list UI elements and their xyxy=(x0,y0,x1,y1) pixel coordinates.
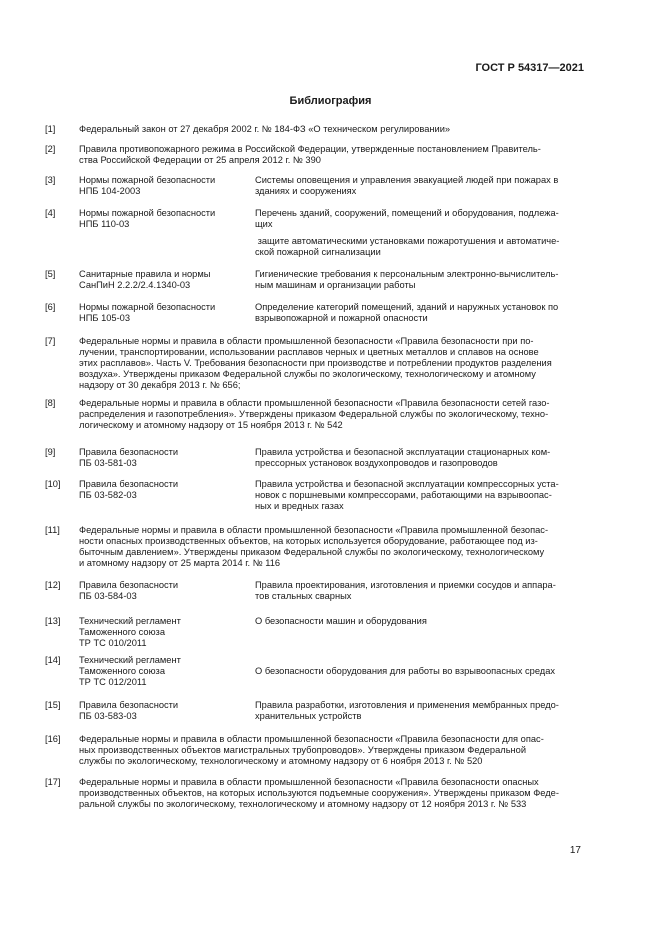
entry-number: [13] xyxy=(45,616,61,626)
bibliography-entry xyxy=(45,525,585,569)
entry-body xyxy=(79,777,585,810)
document-designation xyxy=(79,616,255,649)
entry-text-line: лучении, транспортировании, использовании расплавов черных и цветных металлов и сплавов на основе xyxy=(79,347,539,357)
entry-text-line: воздуха». Утверждены приказом Федеральной службы по экологическому, технологическому и атомному xyxy=(79,369,536,379)
designation-line: НПБ 105-03 xyxy=(79,313,131,323)
document-title-continuation xyxy=(45,236,585,258)
bibliography-entry xyxy=(45,700,585,722)
document-title xyxy=(255,208,585,230)
designation-line: Технический регламент xyxy=(79,655,181,665)
document-standard-header: ГОСТ Р 54317—2021 xyxy=(475,62,584,74)
entry-number: [16] xyxy=(45,734,61,744)
title-line: зданиях и сооружениях xyxy=(255,186,357,196)
entry-number: [6] xyxy=(45,302,56,312)
document-title xyxy=(255,580,585,602)
title-line: хранительных устройств xyxy=(255,711,362,721)
entry-text-line: ства Российской Федерации от 25 апреля 2012 г. № 390 xyxy=(79,155,321,165)
entry-text-line: производственных объектов, на которых используются подъемные сооружения». Утверждены приказом Феде- xyxy=(79,788,559,798)
document-designation xyxy=(79,208,255,230)
designation-line: Правила безопасности xyxy=(79,479,179,489)
bibliography-entry xyxy=(45,616,585,649)
document-designation xyxy=(79,269,255,291)
title-line xyxy=(255,655,585,666)
entry-text-line: этих расплавов». Часть V. Требования безопасности при производстве и потреблении продуктов разделения xyxy=(79,358,552,368)
document-designation xyxy=(79,479,255,512)
entry-number: [9] xyxy=(45,447,56,457)
bibliography-entry xyxy=(45,447,585,469)
entry-number: [17] xyxy=(45,777,61,787)
designation-line: Таможенного союза xyxy=(79,666,165,676)
bibliography-entry xyxy=(45,269,585,291)
entry-text-line: и атомному надзору от 25 марта 2014 г. № 116 xyxy=(79,558,281,568)
designation-line: Санитарные правила и нормы xyxy=(79,269,211,279)
title-line: защите автоматическими установками пожаротушения и автоматиче- xyxy=(255,236,560,246)
entry-text-line: быточным давлением». Утверждены приказом Федеральной службы по экологическому, технологическому xyxy=(79,547,545,557)
title-line: ных и вредных газах xyxy=(255,501,344,511)
document-designation xyxy=(79,655,255,688)
entry-text-line: ных производственных объектов магистральных трубопроводов». Утверждены приказом Федеральной xyxy=(79,745,527,755)
designation-line: ТР ТС 012/2011 xyxy=(79,677,147,687)
entry-number: [8] xyxy=(45,398,56,408)
document-title xyxy=(255,302,585,324)
bibliography-entry xyxy=(45,302,585,324)
entry-body xyxy=(79,447,585,469)
entry-text-line: службы по экологическому, технологическому и атомному надзору от 6 ноября 2013 г. № 520 xyxy=(79,756,483,766)
title-line: Правила разработки, изготовления и применения мембранных предо- xyxy=(255,700,559,710)
entry-body xyxy=(79,479,585,512)
entry-body xyxy=(79,269,585,291)
designation-line: Правила безопасности xyxy=(79,447,179,457)
entry-text-line: Федеральные нормы и правила в области промышленной безопасности «Правила безопасности опасных xyxy=(79,777,539,787)
document-title xyxy=(255,479,585,512)
designation-line: ПБ 03-583-03 xyxy=(79,711,137,721)
document-designation xyxy=(79,580,255,602)
title-line: тов стальных сварных xyxy=(255,591,352,601)
title-line: ской пожарной сигнализации xyxy=(255,247,381,257)
bibliography-entry xyxy=(45,580,585,602)
entry-body xyxy=(79,700,585,722)
entry-text-line: надзору от 30 декабря 2013 г. № 656; xyxy=(79,380,241,390)
entry-body xyxy=(79,580,585,602)
bibliography-entry xyxy=(45,208,585,258)
designation-line: Нормы пожарной безопасности xyxy=(79,302,216,312)
document-designation xyxy=(79,175,255,197)
document-title xyxy=(255,700,585,722)
entry-text-line: Федеральные нормы и правила в области промышленной безопасности «Правила безопасности сетей газо- xyxy=(79,398,550,408)
bibliography-entry xyxy=(45,144,585,166)
bibliography-title: Библиография xyxy=(289,95,372,107)
designation-line: НПБ 110-03 xyxy=(79,219,130,229)
title-line: О безопасности машин и оборудования xyxy=(255,616,427,626)
entry-body xyxy=(79,302,585,324)
bibliography-entry xyxy=(45,336,585,391)
designation-line: СанПиН 2.2.2/2.4.1340-03 xyxy=(79,280,191,290)
entry-body xyxy=(79,616,585,649)
bibliography-entry xyxy=(45,655,585,688)
designation-line: ПБ 03-582-03 xyxy=(79,490,137,500)
entry-body xyxy=(79,336,585,391)
document-title xyxy=(255,269,585,291)
title-line: Перечень зданий, сооружений, помещений и оборудования, подлежа- xyxy=(255,208,559,218)
designation-line: ПБ 03-584-03 xyxy=(79,591,137,601)
designation-line: Правила безопасности xyxy=(79,580,179,590)
entry-text-line: Федеральные нормы и правила в области промышленной безопасности «Правила промышленной безопас- xyxy=(79,525,549,535)
entry-body xyxy=(79,175,585,197)
entry-number: [1] xyxy=(45,124,56,134)
entry-text-line: Правила противопожарного режима в Российской Федерации, утвержденные постановлением Правитель- xyxy=(79,144,541,154)
document-designation xyxy=(79,700,255,722)
entry-number: [14] xyxy=(45,655,61,665)
bibliography-entry xyxy=(45,398,585,431)
title-line: Правила проектирования, изготовления и приемки сосудов и аппара- xyxy=(255,580,556,590)
entry-number: [12] xyxy=(45,580,61,590)
designation-line: НПБ 104-2003 xyxy=(79,186,141,196)
title-line: Правила устройства и безопасной эксплуатации стационарных ком- xyxy=(255,447,551,457)
designation-line: ПБ 03-581-03 xyxy=(79,458,137,468)
entry-number: [3] xyxy=(45,175,56,185)
title-line: прессорных установок воздухопроводов и газопроводов xyxy=(255,458,498,468)
title-line: щих xyxy=(255,219,273,229)
entry-text-line: Федеральные нормы и правила в области промышленной безопасности «Правила безопасности для опас- xyxy=(79,734,544,744)
bibliography-entry xyxy=(45,175,585,197)
bibliography-entry xyxy=(45,734,585,767)
entry-body xyxy=(79,398,585,431)
entry-text-line: логическому и атомному надзору от 15 ноября 2013 г. № 542 xyxy=(79,420,343,430)
designation-line: Таможенного союза xyxy=(79,627,165,637)
document-designation xyxy=(79,447,255,469)
document-designation xyxy=(79,302,255,324)
entry-number: [5] xyxy=(45,269,56,279)
document-title xyxy=(255,447,585,469)
entry-body xyxy=(79,655,585,688)
entry-body xyxy=(79,144,585,166)
title-line: Гигиенические требования к персональным электронно-вычислитель- xyxy=(255,269,559,279)
entry-body xyxy=(79,124,585,135)
title-line: Правила устройства и безопасной эксплуатации компрессорных уста- xyxy=(255,479,559,489)
entry-number: [15] xyxy=(45,700,61,710)
entry-body xyxy=(79,208,585,230)
entry-text: Федеральный закон от 27 декабря 2002 г. № 184-ФЗ «О техническом регулировании» xyxy=(79,124,451,134)
entry-number: [10] xyxy=(45,479,61,489)
bibliography-entry xyxy=(45,777,585,810)
title-line: Определение категорий помещений, зданий и наружных установок по xyxy=(255,302,559,312)
entry-text-line: распределения и газопотребления». Утверждены приказом Федеральной службы по экологическому, техно- xyxy=(79,409,549,419)
designation-line: Нормы пожарной безопасности xyxy=(79,175,216,185)
entry-text-line: ральной службы по экологическому, технологическому и атомному надзору от 12 ноября 2013 г. № 533 xyxy=(79,799,527,809)
bibliography-entry xyxy=(45,479,585,512)
title-line: ным машинам и организации работы xyxy=(255,280,416,290)
entry-body xyxy=(79,525,585,569)
page-number: 17 xyxy=(569,845,581,856)
entry-body xyxy=(79,734,585,767)
entry-text-line: ности опасных производственных объектов, на которых используется оборудование, работающее под из- xyxy=(79,536,538,546)
entry-text-line: Федеральные нормы и правила в области промышленной безопасности «Правила безопасности при по- xyxy=(79,336,534,346)
designation-line: Технический регламент xyxy=(79,616,181,626)
designation-line: ТР ТС 010/2011 xyxy=(79,638,147,648)
designation-line: Правила безопасности xyxy=(79,700,179,710)
document-title xyxy=(255,655,585,688)
bibliography-entry xyxy=(45,124,585,135)
designation-line: Нормы пожарной безопасности xyxy=(79,208,216,218)
title-line: взрывопожарной и пожарной опасности xyxy=(255,313,428,323)
title-line: О безопасности оборудования для работы во взрывоопасных средах xyxy=(255,666,556,676)
entry-number: [2] xyxy=(45,144,56,154)
title-line: Системы оповещения и управления эвакуацией людей при пожарах в xyxy=(255,175,559,185)
document-title xyxy=(255,616,585,649)
entry-number: [4] xyxy=(45,208,56,218)
title-line: новок с поршневыми компрессорами, работающими на взрывоопас- xyxy=(255,490,552,500)
document-title xyxy=(255,175,585,197)
entry-number: [11] xyxy=(45,525,60,535)
entry-number: [7] xyxy=(45,336,56,346)
